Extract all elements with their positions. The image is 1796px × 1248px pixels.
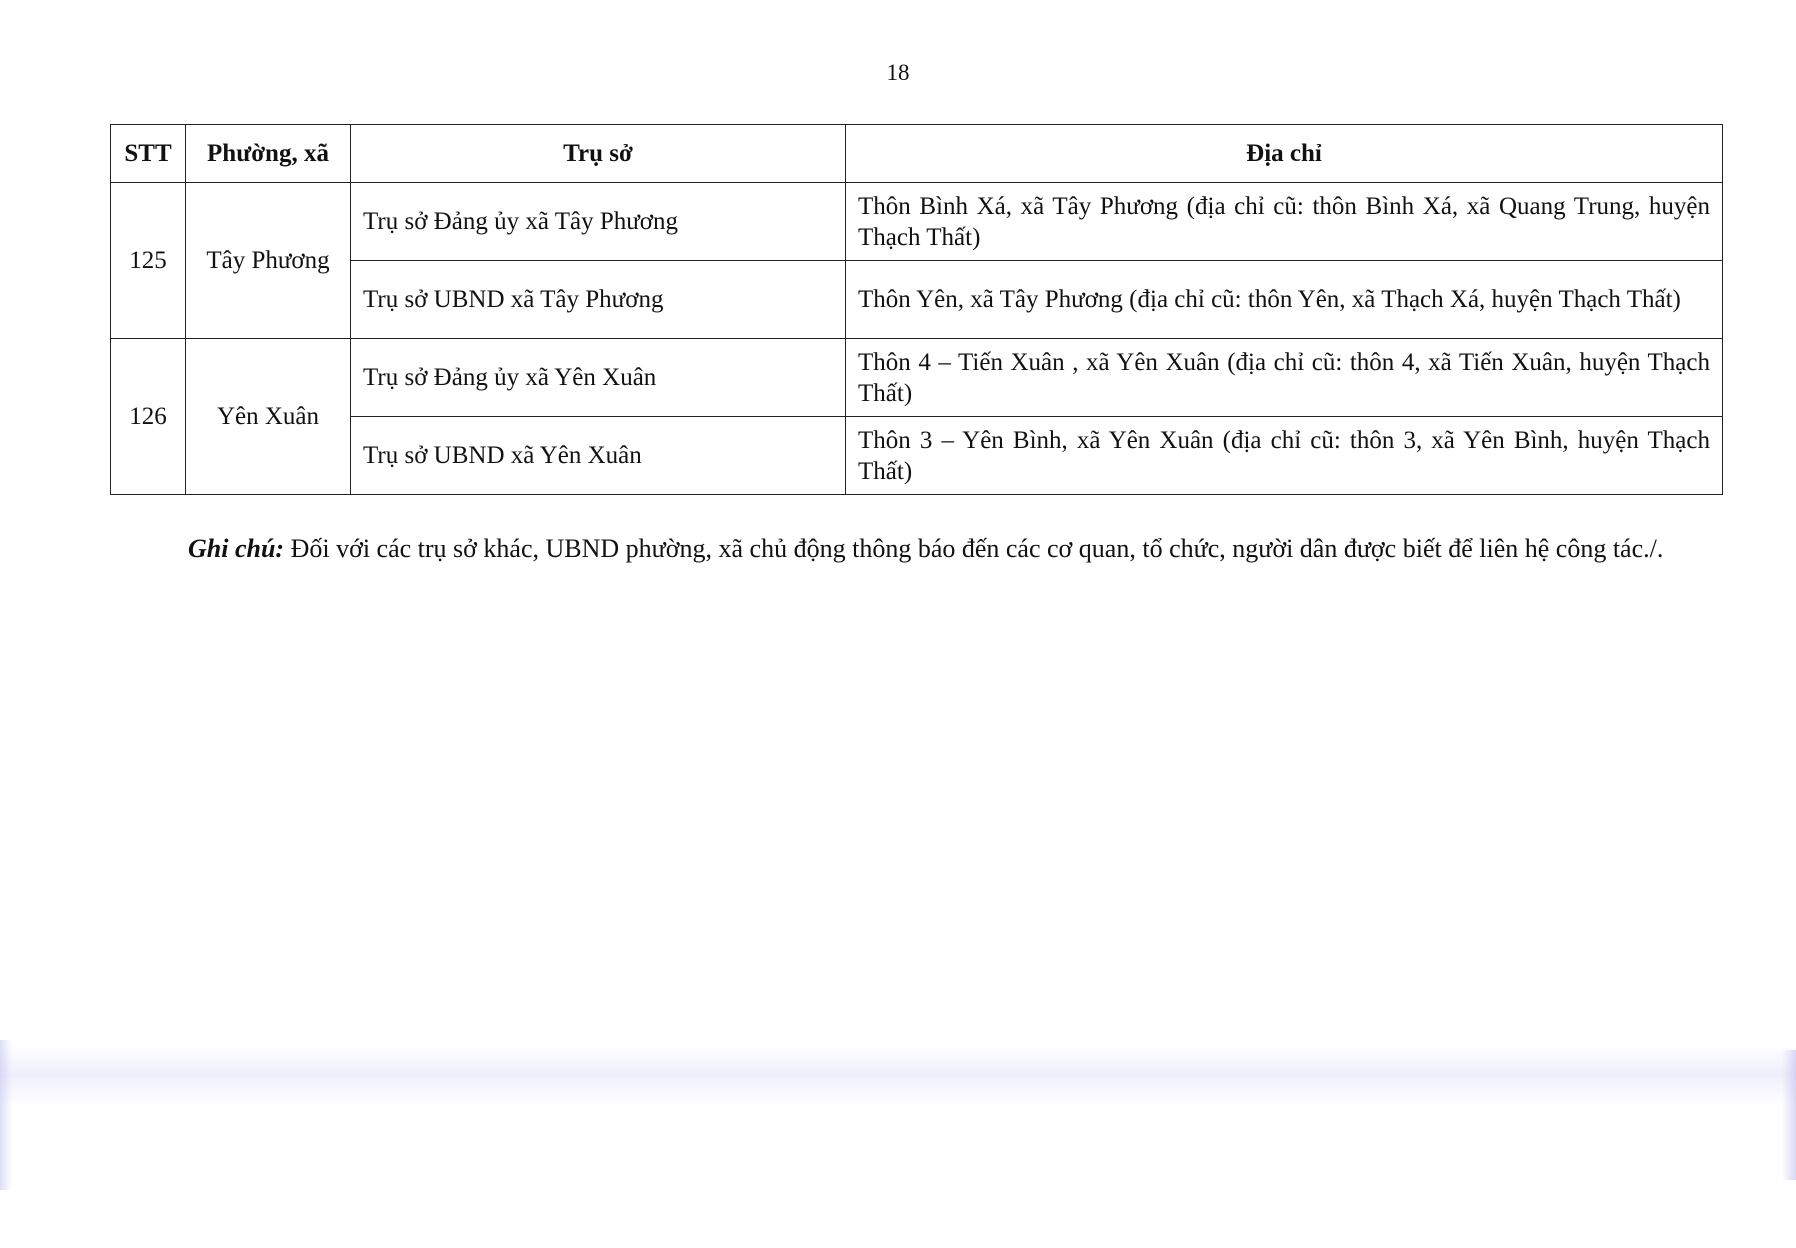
table-row bbox=[111, 183, 1723, 261]
ward-cell: Yên Xuân bbox=[186, 339, 351, 495]
header-address: Địa chỉ bbox=[846, 125, 1723, 183]
office-cell: Trụ sở Đảng ủy xã Tây Phương bbox=[351, 183, 846, 261]
stt-cell: 126 bbox=[111, 339, 186, 495]
address-cell: Thôn Yên, xã Tây Phương (địa chỉ cũ: thôn Yên, xã Thạch Xá, huyện Thạch Thất) bbox=[846, 261, 1723, 339]
header-stt: STT bbox=[111, 125, 186, 183]
address-cell: Thôn 3 – Yên Bình, xã Yên Xuân (địa chỉ cũ: thôn 3, xã Yên Bình, huyện Thạch Thất) bbox=[846, 417, 1723, 495]
office-cell: Trụ sở Đảng ủy xã Yên Xuân bbox=[351, 339, 846, 417]
address-cell: Thôn Bình Xá, xã Tây Phương (địa chỉ cũ: thôn Bình Xá, xã Quang Trung, huyện Thạch Thất) bbox=[846, 183, 1723, 261]
table-row bbox=[111, 417, 1723, 495]
office-cell: Trụ sở UBND xã Yên Xuân bbox=[351, 417, 846, 495]
stt-cell: 125 bbox=[111, 183, 186, 339]
address-cell: Thôn 4 – Tiến Xuân , xã Yên Xuân (địa chỉ cũ: thôn 4, xã Tiến Xuân, huyện Thạch Thất) bbox=[846, 339, 1723, 417]
header-ward: Phường, xã bbox=[186, 125, 351, 183]
table-header-row bbox=[111, 125, 1723, 183]
office-cell: Trụ sở UBND xã Tây Phương bbox=[351, 261, 846, 339]
ward-cell: Tây Phương bbox=[186, 183, 351, 339]
note-paragraph bbox=[110, 532, 1682, 566]
scan-artifact-right-edge bbox=[1782, 1050, 1796, 1180]
office-address-table bbox=[110, 124, 1723, 495]
header-office: Trụ sở bbox=[351, 125, 846, 183]
note-label: Ghi chú: bbox=[188, 534, 285, 563]
note-text: Đối với các trụ sở khác, UBND phường, xã chủ động thông báo đến các cơ quan, tổ chức, người dân được biết để liên hệ công tác./. bbox=[284, 534, 1664, 563]
table-row bbox=[111, 261, 1723, 339]
table-row bbox=[111, 339, 1723, 417]
page-number: 18 bbox=[886, 60, 910, 85]
scan-artifact-band bbox=[0, 1045, 1796, 1105]
scan-artifact-left-edge bbox=[0, 1040, 12, 1190]
